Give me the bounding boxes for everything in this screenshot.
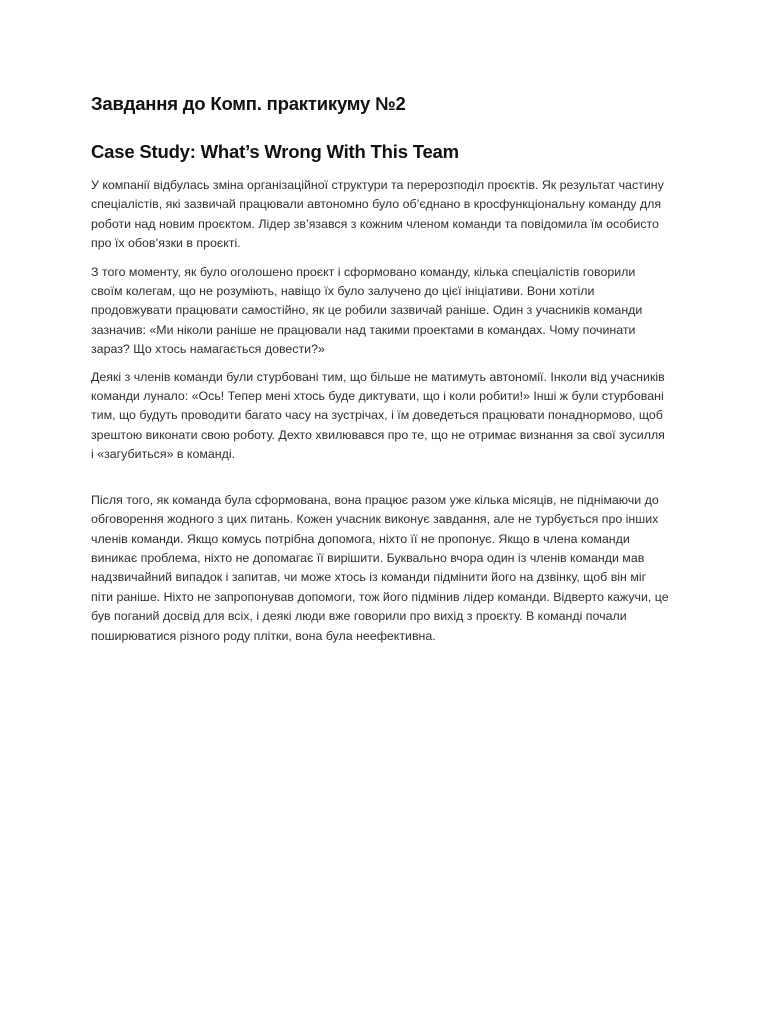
paragraph-2: З того моменту, як було оголошено проєкт і сформовано команду, кілька спеціалістів говорили своїм колегам, що не розуміють, навіщо їх було залучено до цієї ініціативи. Вони хотіли продовжувати працювати самостійно, як це робили зазвичай раніше. Один з учасників команди зазначив: «Ми ніколи раніше не працювали над такими проектами в командах. Чому починати зараз? Що хтось намагається довести?» xyxy=(91,264,643,357)
paragraph-1: У компанії відбулась зміна організаційної структури та перерозподіл проєктів. Як результат частину спеціалістів, які зазвичай працювали автономно було об’єднано в кросфункціональну команду для роботи над новим проєктом. Лідер зв’язався з кожним членом команди та повідомила їм особисто про їх обов’язки в проєкті. xyxy=(91,178,664,251)
document-page xyxy=(91,92,681,646)
document-title: Завдання до Комп. практикуму №2 xyxy=(91,93,406,114)
paragraph-3: Деякі з членів команди були стурбовані тим, що більше не матимуть автономії. Інколи від учасників команди лунало: «Ось! Тепер мені хтось буде диктувати, що і коли робити!» Інші ж були стурбовані тим, що будуть проводити багато часу на зустрічах, і їм доведеться працювати понаднормово, щоб зрештою виконати свою роботу. Дехто хвилювався про те, що не отримає визнання за свої зусилля і «загубиться» в команді. xyxy=(91,369,665,462)
paragraph-4: Після того, як команда була сформована, вона працює разом уже кілька місяців, не піднімаючи до обговорення жодного з цих питань. Кожен учасник виконує завдання, але не турбується про інших членів команди. Якщо комусь потрібна допомога, ніхто її не пропонує. Якщо в члена команди виникає проблема, ніхто не допомагає її вирішити. Буквально вчора один із членів команди мав надзвичайний випадок і запитав, чи може хтось із команди підмінити його на дзвінку, щоб він міг піти раніше. Ніхто не запропонував допомоги, тож його підмінив лідер команди. Відверто кажучи, це був поганий досвід для всіх, і деякі люди вже говорили про вихід з проєкту. В команді почали поширюватися різного роду плітки, вона була неефективна. xyxy=(91,492,669,643)
case-study-heading: Case Study: What’s Wrong With This Team xyxy=(91,141,459,162)
